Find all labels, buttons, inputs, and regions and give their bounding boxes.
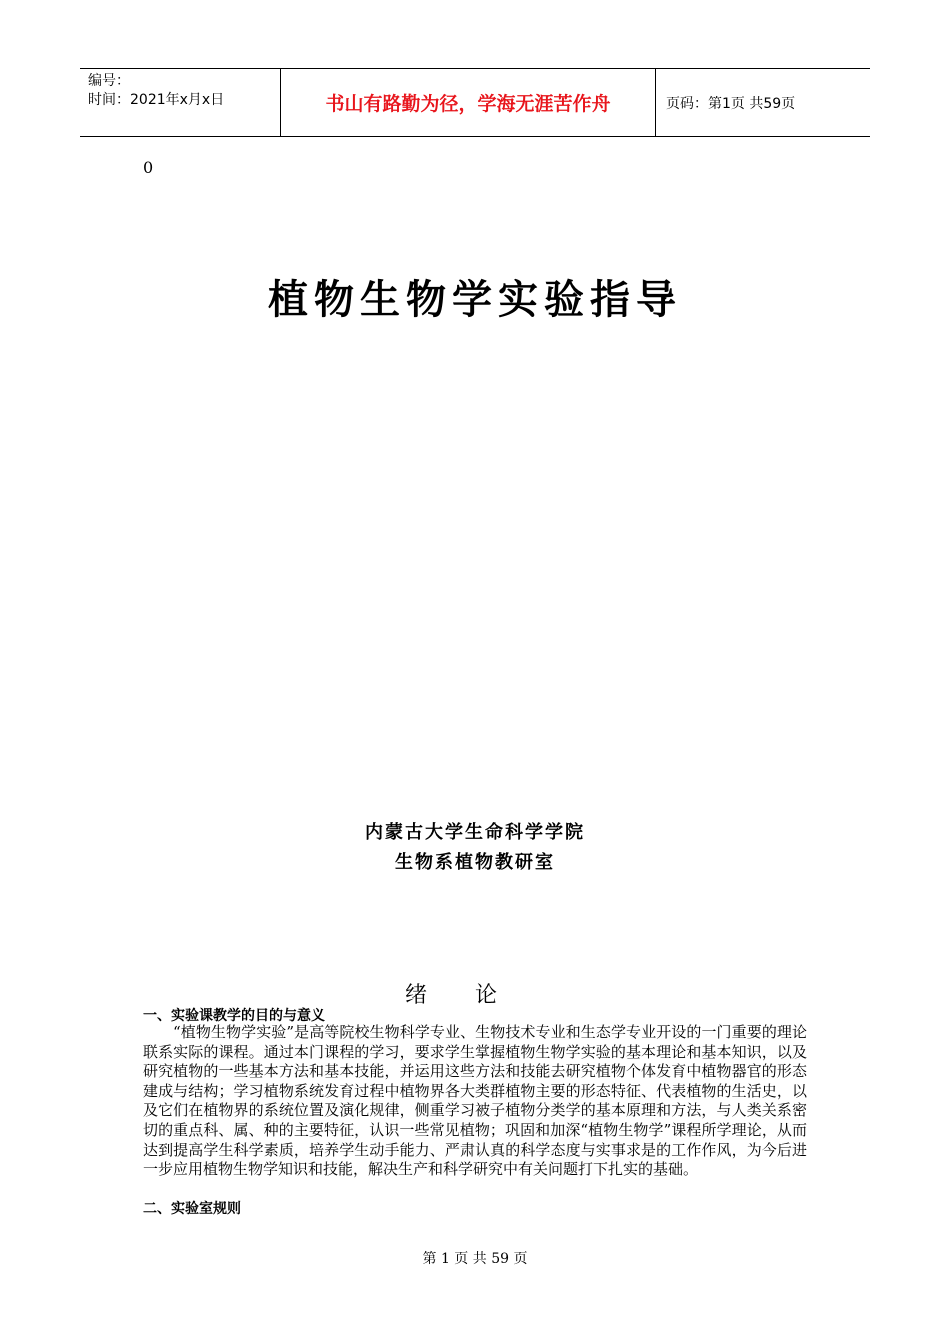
- number-label: 编号：: [88, 73, 130, 89]
- document-title: 植物生物学实验指导: [268, 277, 682, 323]
- page-header: [80, 68, 870, 137]
- header-page-info: 页码：第1页 共59页: [666, 95, 796, 112]
- page-footer: 第 1 页 共 59 页: [422, 1251, 528, 1267]
- header-meta: [80, 69, 280, 136]
- section-title: 绪论: [404, 983, 545, 1008]
- time-label: 时间：2021年x月x日: [88, 92, 225, 108]
- paragraph-purpose: “植物生物学实验”是高等院校生物科学专业、生物技术专业和生态学专业开设的一门重要的理论联系实际的课程。通过本门课程的学习，要求学生掌握植物生物学实验的基本理论和基本知识，以及研究植物的一些基本方法和基本技能，并运用这些方法和技能去研究植物个体发育中植物器官的形态建成与结构；学习植物系统发育过程中植物界各大类群植物主要的形态特征、代表植物的生活史，以及它们在植物界的系统位置及演化规律，侧重学习被子植物分类学的基本原理和方法，与人类关系密切的重点科、属、种的主要特征，认识一些常见植物；巩固和加深“植物生物学”课程所学理论，从而达到提高学生科学素质，培养学生动手能力、严肃认真的科学态度与实事求是的工作作风，为今后进一步应用植物生物学知识和技能，解决生产和科学研究中有关问题打下扎实的基础。: [143, 1023, 807, 1179]
- header-motto: 书山有路勤为径，学海无涯苦作舟: [280, 69, 656, 136]
- page-mark: 0: [143, 158, 154, 177]
- heading-purpose: 一、实验课教学的目的与意义: [143, 1008, 325, 1024]
- heading-lab-rules: 二、实验室规则: [143, 1201, 241, 1217]
- org-line-2: 生物系植物教研室: [395, 852, 555, 873]
- org-line-1: 内蒙古大学生命科学学院: [365, 822, 585, 843]
